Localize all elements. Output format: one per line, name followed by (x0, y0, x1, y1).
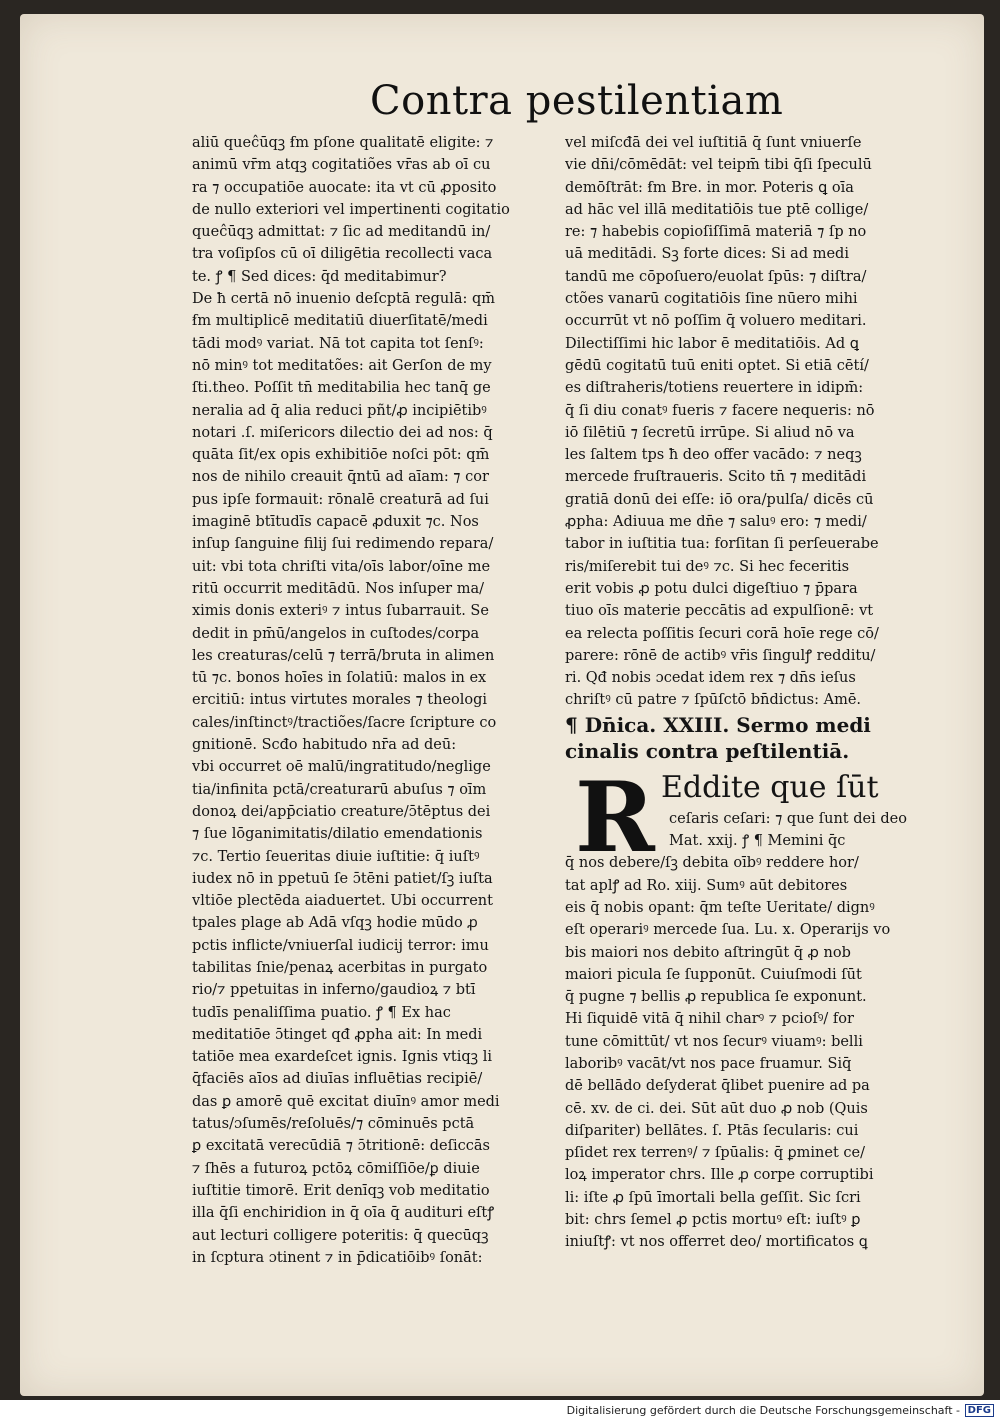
text-line: re: ⁊ habebis copioſiſſimā materiā ⁊ ſp no (565, 224, 867, 241)
text-line: les ſaltem tps ħ deo offer vacādo: ⁊ neqꝫ (565, 447, 862, 464)
text-line: ꝑ excitatā verecūdiā ⁊ ɔ̄tritionē: deſiccās (192, 1138, 490, 1155)
text-line: pus ipſe formauit: rōnalē creaturā ad ſui (192, 491, 489, 508)
text-line: ſti.theo. Poſſit tn̄ meditabilia hec tanq̄ ge (192, 380, 491, 397)
text-line: pſidet rex terrenꝰ/ ⁊ ſpūalis: q̄ ꝑminet ce/ (565, 1145, 865, 1162)
text-line: q̄ pugne ⁊ bellis ꝓ republica ſe exponunt. (565, 989, 867, 1006)
text-line: tū ⁊c. bonos hoīes in ſolatiū: malos in ex (192, 670, 487, 687)
text-line: ritū occurrit meditādū. Nos inſuper ma/ (192, 580, 484, 597)
text-line: tiuo oīs materie peccātis ad expulſionē: vt (565, 603, 874, 620)
text-line: das ꝑ amorē quē excitat diuīnꝰ amor medi (192, 1093, 500, 1110)
text-line: tandū me cōpoſuero/euolat ſpūs: ⁊ diſtra/ (565, 268, 867, 285)
text-line: ꝓpha: Adiuua me dn̄e ⁊ saluꝰ ero: ⁊ medi/ (565, 514, 867, 531)
text-line: de nullo exteriori vel impertinenti cogitatio (192, 201, 510, 218)
text-line: tudīs penaliſſima puatio. ꝭ ¶ Ex hac (192, 1004, 451, 1021)
text-line: neralia ad q̄ alia reduci pñt/ꝓ incipiētibꝰ (192, 402, 487, 419)
text-line: ra ⁊ occupatiōe auocate: ita vt cū ꝓposito (192, 179, 497, 196)
text-line: Mat. xxij. ꝭ ¶ Memini q̄c (669, 833, 846, 850)
text-line: erit vobis ꝓ potu dulci digeſtiuo ⁊ p̄para (565, 580, 858, 597)
text-line: loꝝ imperator chrs. Ille ꝓ corpe corruptibi (565, 1167, 874, 1184)
text-line: vbi occurret oē malū/ingratitudo/neglige (192, 759, 491, 776)
text-line: meditatiōe ɔ̄tinget qđ ꝓpha ait: In medi (192, 1026, 483, 1043)
right-column-text (565, 132, 935, 712)
text-line: donoꝝ dei/app̄ciatio creature/ɔ̄tēptus dei (192, 803, 491, 820)
text-line: dē bellādo deſyderat q̄libet puenire ad pa (565, 1078, 870, 1095)
left-column (192, 132, 570, 1269)
text-line: iudex nō in ppetuū ſe ɔ̄tēni patiet/ſꝫ iuſta (192, 870, 493, 887)
text-line: ris/miſerebit tui deꝰ ⁊c. Si hec feceritis (565, 558, 850, 575)
text-line: quāta ſit/ex opis exhibitiōe noſci pōt: qm̄ (192, 447, 490, 464)
text-line: in ſcptura ɔtinent ⁊ in p̄dicatiōibꝰ ſonāt: (192, 1249, 483, 1266)
text-line: vltiōe plectēda aiaduertet. Ubi occurrent (192, 893, 493, 910)
text-line: illa q̄ſi enchiridion in q̄ oīa q̄ audituri eſtꝭ (192, 1205, 495, 1222)
text-line: Dilectiſſimi hic labor ē meditatiōis. Ad ꝗ (565, 335, 859, 352)
text-line: chriſtꝰ cū patre ⁊ ſpūſctō bn̄dictus: Amē. (565, 692, 862, 709)
text-line: De ħ certā nō inuenio deſcptā regulā: qm̄ (192, 291, 496, 308)
text-line: ẜm multiplicē meditatiū diuerſitatē/medi (192, 313, 488, 330)
text-line: tatiōe mea exardeſcet ignis. Ignis vtiqꝫ li (192, 1049, 492, 1066)
text-line: ctões vanarū cogitatiōis ſine nūero mihi (565, 291, 858, 308)
dfg-logo: DFG (965, 1404, 994, 1417)
text-line: iniuſtꝭ: vt nos offerret deo/ mortificatos ꝗ (565, 1234, 868, 1251)
text-line: imaginē btītudīs capacē ꝓduxit ⁊c. Nos (192, 514, 479, 531)
text-line: uā meditādi. Sꝫ forte dices: Si ad medi (565, 246, 849, 263)
text-line: te. ꝭ ¶ Sed dices: q̄d meditabimur? (192, 268, 447, 285)
text-line: laboribꝰ vacāt/vt nos pace fruamur. Siq̄ (565, 1055, 852, 1072)
text-line: gnitionē. Scđo habitudo nr̄a ad deū: (192, 737, 457, 754)
text-line: cē. xv. de ci. dei. Sūt aūt duo ꝓ nob (Quis (565, 1100, 868, 1117)
text-line: tra voſipſos cū oī diligētia recollecti vaca (192, 246, 493, 263)
footer-credit: Digitalisierung gefördert durch die Deutsche Forschungsgemeinschaft - (566, 1404, 960, 1417)
text-line: tune cōmittūt/ vt nos ſecurꝰ viuamꝰ: belli (565, 1033, 863, 1050)
text-line: ad hāc vel illā meditatiōis tue ptē collige/ (565, 201, 869, 218)
text-line: ri. Qđ nobis ɔcedat idem rex ⁊ dn̄s ieſus (565, 670, 856, 687)
text-line: li: iſte ꝓ ſpū īmortali bella geſſit. Sic ſcri (565, 1189, 861, 1206)
text-line: bit: chrs ſemel ꝓ pctis mortuꝰ eſt: iuſtꝰ ꝑ (565, 1212, 861, 1229)
text-line: gratiā donū dei eſſe: iō ora/pulſa/ dicēs cū (565, 491, 874, 508)
text-line: vie dn̄i/cōmēdāt: vel teipm̄ tibi q̄ſi ſpeculū (565, 157, 872, 174)
text-line: uit: vbi tota chriſti vita/oīs labor/oīne me (192, 558, 491, 575)
text-line: q̄faciēs aīos ad diuīas influētias recipiē/ (192, 1071, 483, 1088)
text-line: dedit in pm̄ū/angelos in cuſtodes/corpa (192, 625, 480, 642)
text-line: animū vr̄m atqꝫ cogitatiões vr̄as ab oī cu (192, 157, 491, 174)
text-line: les creaturas/celū ⁊ terrā/bruta in alimen (192, 647, 495, 664)
text-line: aut lecturi colligere poteritis: q̄ quecūqꝫ (192, 1227, 489, 1244)
text-line: queĉūqꝫ admittat: ⁊ ſic ad meditandū in/ (192, 224, 491, 241)
sermon-heading (565, 712, 935, 764)
text-line: Hi ſiquidē vitā q̄ nihil charꝰ ⁊ pcioſꝰ/ for (565, 1011, 854, 1028)
text-line: tabilitas ſnie/penaꝝ acerbitas in purgato (192, 959, 488, 976)
text-line: notari .ſ. miſericors dilectio dei ad nos: q̄ (192, 424, 493, 441)
text-line: tpales plage ab Adā vſqꝫ hodie mūdo ꝓ (192, 915, 478, 932)
text-line: cinalis contra peſtilentiā. (565, 738, 850, 763)
text-line: iō ſilētiū ⁊ ſecretū irrūpe. Si aliud nō va (565, 424, 855, 441)
text-line: nos de nihilo creauit q̄ntū ad aīam: ⁊ cor (192, 469, 489, 486)
text-line: occurrūt vt nō poſſim q̄ voluero meditari. (565, 313, 867, 330)
text-line: maiori picula ſe ſupponūt. Cuiuſmodi ſūt (565, 966, 862, 983)
text-line: cales/inſtinctꝰ/tractiões/ſacre ſcripture co (192, 714, 497, 731)
text-line: tādi modꝰ variat. Nā tot capita tot ſenſꝰ: (192, 335, 484, 352)
text-line: diſpariter) bellātes. ſ. Ptās ſecularis: cui (565, 1122, 859, 1139)
text-line: bis maiori nos debito aſtringūt q̄ ꝓ nob (565, 944, 851, 961)
text-line: inſup ſanguine filij ſui redimendo repara/ (192, 536, 494, 553)
text-line: vel miſcđā dei vel iuſtitiā q̄ ſunt vniuerſe (565, 135, 862, 151)
text-line: nō minꝰ tot meditatões: ait Gerſon de my (192, 357, 492, 374)
text-line: tia/infinita pctā/creaturarū abuſus ⁊ oīm (192, 781, 487, 798)
text-line: ercitiū: intus virtutes morales ⁊ theologi (192, 692, 488, 709)
text-line: ea relecta poſſitis ſecuri corā hoīe rege cō/ (565, 625, 879, 642)
text-line: tat aplꝭ ad Ro. xiij. Sumꝰ aūt debitores (565, 877, 848, 894)
text-line: demōſtrāt: ẜm Bre. in mor. Poteris ꝗ oīa (565, 179, 854, 196)
text-line: rio/⁊ ppetuitas in inferno/gaudioꝝ ⁊ btī (192, 982, 476, 999)
text-line: pctis inflicte/vniuerſal iudicij terror: imu (192, 937, 489, 954)
text-line: ⁊ ſue lōganimitatis/dilatio emendationis (192, 826, 483, 843)
text-line: eſt operariꝰ mercede ſua. Lu. x. Operarijs vo (565, 922, 891, 939)
text-line: iuſtitie timorē. Erit denīqꝫ vob meditatio (192, 1182, 490, 1199)
sermon-text (565, 808, 935, 1254)
running-title: Contra pestilentiam (370, 78, 784, 124)
text-line: q̄ nos debere/ſꝫ debita oībꝰ reddere hor/ (565, 855, 859, 872)
text-line: es diſtraheris/totiens reuertere in idipm̄: (565, 380, 864, 397)
text-line: mercede fruſtraueris. Scito tn̄ ⁊ meditādi (565, 469, 867, 486)
text-line: aliū queĉūqꝫ ẜm pſone qualitatē eligite: ⁊ (192, 135, 494, 151)
decorated-initial: R (575, 760, 655, 874)
text-line: ⁊ ſhēs a futuroꝝ pctōꝝ cōmiſſiōe/ꝑ diuie (192, 1160, 480, 1177)
text-line: ⁊c. Tertio ſeueritas diuie iuſtitie: q̄ iuſtꝰ (192, 848, 480, 865)
text-line: tabor in iuſtitia tua: forſitan ſi perſeuerabe (565, 536, 879, 553)
text-line: eis q̄ nobis opant: q̄m teſte Ueritate/ dignꝰ (565, 899, 875, 916)
text-line: ximis donis exteriꝰ ⁊ intus ſubarrauit. Se (192, 603, 489, 620)
text-line: ¶ Dn̄ica. XXIII. Sermo medi (565, 712, 871, 737)
text-line: tatus/ɔſumēs/reſoluēs/⁊ cōminuēs pctā (192, 1116, 475, 1133)
text-line: parere: rōnē de actibꝰ vr̄is ſingulꝭ redditu/ (565, 647, 876, 664)
text-line: gēdū cogitatū tuū eniti optet. Si etiā cētí/ (565, 357, 869, 374)
right-column (565, 132, 935, 1254)
text-line: q̄ ſi diu conatꝰ fueris ⁊ facere nequeris: nō (565, 402, 875, 419)
text-line: ceſaris ceſari: ⁊ que ſunt dei deo (669, 810, 907, 827)
incipit-text: Eddite que ſūt (661, 769, 879, 805)
